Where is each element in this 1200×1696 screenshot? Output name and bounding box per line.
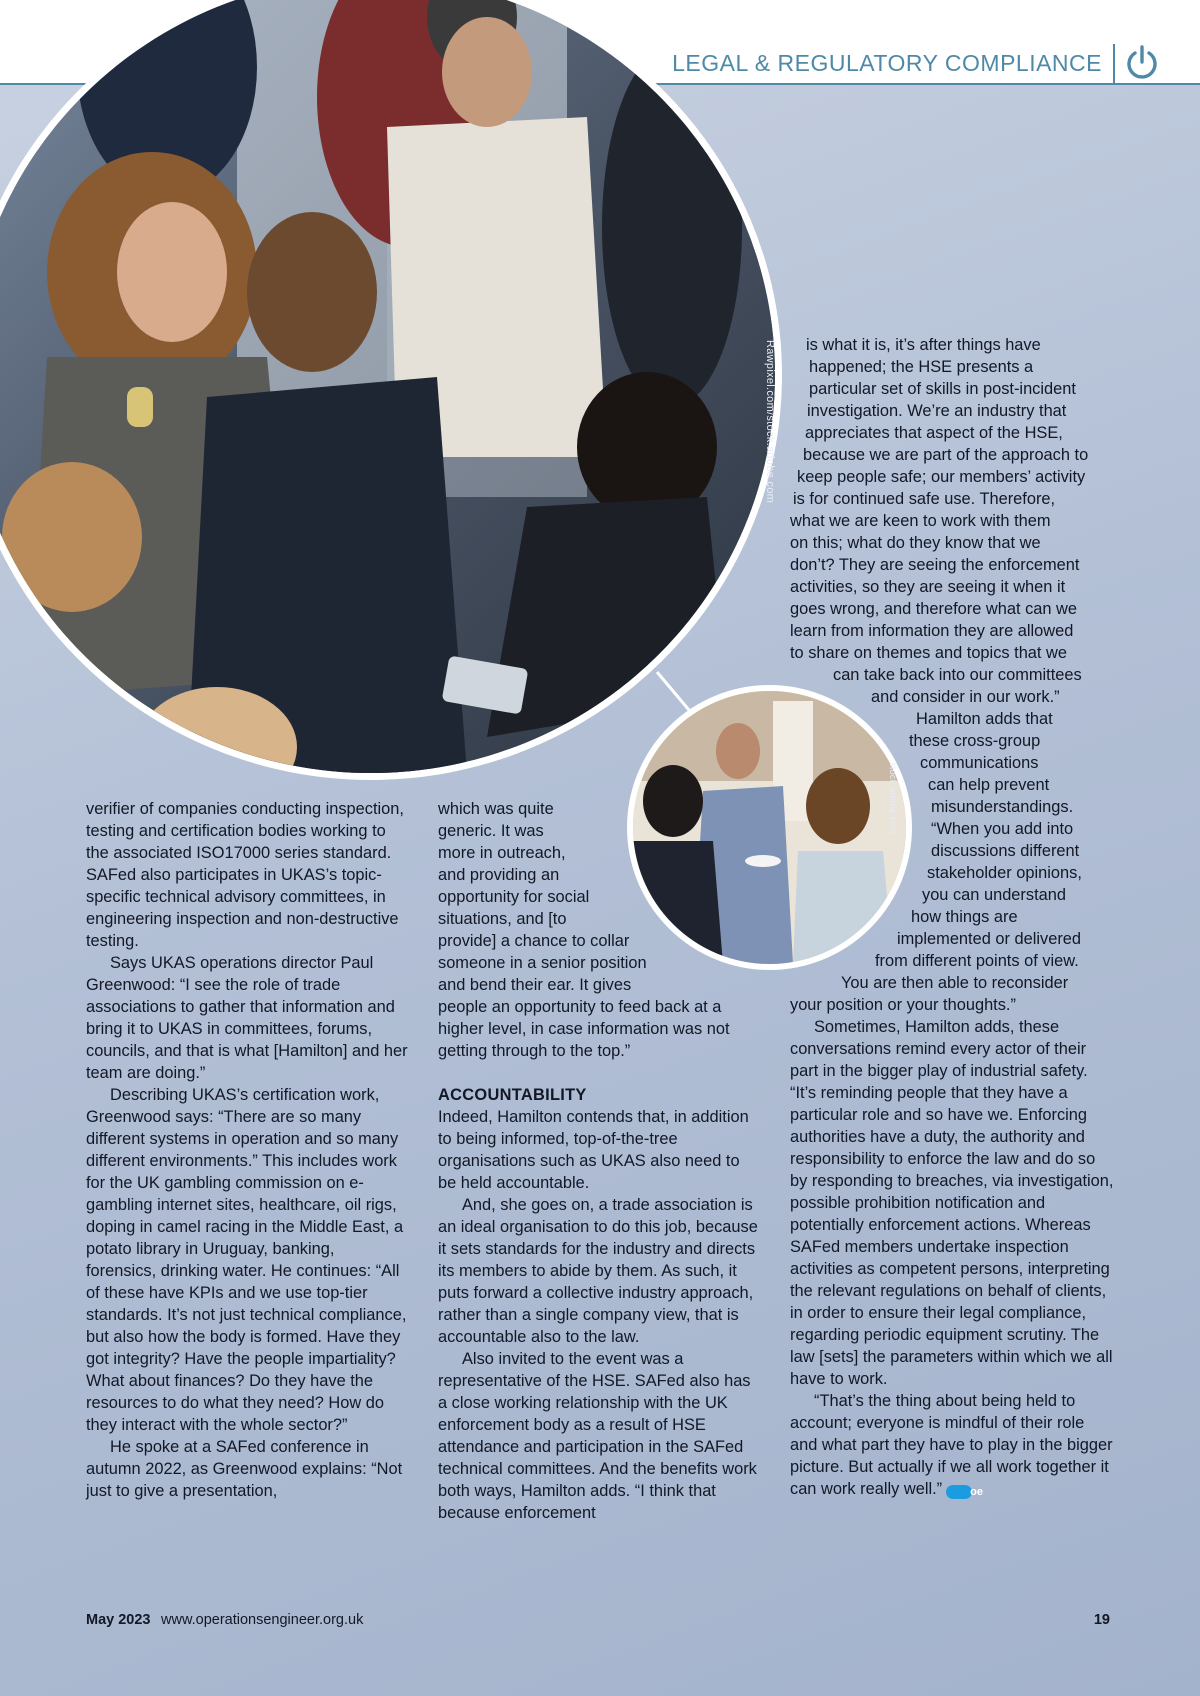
text-line: which was quite [438, 800, 554, 818]
text-line: misunderstandings. [931, 798, 1074, 816]
text-line: you can understand [922, 886, 1066, 904]
paragraph: people an opportunity to feed back at a higher level, in case information was not getting through to the top.” [438, 998, 730, 1060]
text-line: investigation. We’re an industry that [807, 402, 1067, 420]
text-line: on this; what do they know that we [790, 534, 1041, 552]
power-icon [1124, 44, 1160, 80]
text-line: and providing an [438, 866, 560, 884]
text-line: situations, and [to [438, 910, 567, 928]
text-line: discussions different [931, 842, 1080, 860]
text-line: is what it is, it’s after things have [806, 336, 1041, 354]
photo-illustration [0, 0, 775, 773]
paragraph: Describing UKAS’s certification work, Greenwood says: “There are so many different systems in operation and so many different environments.” This includes work for the UK gambling commission on e-gambling internet sites, healthcare, oil rigs, doping in camel racing in the Middle East, a potato library in Uruguay, banking, forensics, drinking water. He continues: “All of these have KPIs and we use top-tier standards. It’s not just technical compliance, but also how the body is formed. Have they got integrity? Have the people impartiality? What about finances? Do they have the resources to do what they need? How do they interact with the whole sector?” [86, 1086, 407, 1434]
text-line: because we are part of the approach to [803, 446, 1089, 464]
paragraph [790, 1390, 1116, 1500]
text-line: particular set of skills in post-incident [809, 380, 1076, 398]
closing-paragraph-text: “That’s the thing about being held to account; everyone is mindful of their role and what part they have to play in the bigger picture. But actually if we all work together it can work really well.” [790, 1392, 1113, 1498]
header-divider [1113, 44, 1115, 84]
text-line: Hamilton adds that [916, 710, 1053, 728]
text-line: from different points of view. [875, 952, 1079, 970]
text-line: appreciates that aspect of the HSE, [805, 424, 1063, 442]
text-line: stakeholder opinions, [927, 864, 1082, 882]
paragraph: Indeed, Hamilton contends that, in addition to being informed, top-of-the-tree organisations such as UKAS also need to be held accountable. [438, 1108, 749, 1192]
text-line: happened; the HSE presents a [809, 358, 1034, 376]
page-number: 19 [1093, 1612, 1110, 1628]
section-heading: ACCOUNTABILITY [438, 1086, 587, 1104]
paragraph: Says UKAS operations director Paul Greenwood: “I see the role of trade associations to gather that information and bring it to UKAS in committees, forums, councils, and that is what [Hamilton] and her team are doing.” [86, 954, 408, 1082]
text-line: is for continued safe use. Therefore, [793, 490, 1056, 508]
text-line: these cross-group [909, 732, 1041, 750]
footer-url[interactable]: www.operationsengineer.org.uk [161, 1612, 364, 1628]
text-line: what we are keen to work with them [790, 512, 1051, 530]
article-column-1 [86, 798, 408, 1502]
text-line: opportunity for social [438, 888, 590, 906]
text-line: your position or your thoughts.” [790, 996, 1016, 1014]
paragraph: Also invited to the event was a representative of the HSE. SAFed also has a close working relationship with the UK enforcement body as a result of HSE attendance and participation in the SAFed technical committees. And the benefits work both ways, Hamilton adds. “I think that because enforcement [438, 1350, 757, 1522]
text-line: implemented or delivered [897, 930, 1082, 948]
text-line: learn from information they are allowed [790, 622, 1074, 640]
photo-credit: Rawpixel.com/stock.adobe.com [764, 340, 776, 504]
text-line: how things are [911, 908, 1018, 926]
paragraph: He spoke at a SAFed conference in autumn 2022, as Greenwood explains: “Not just to give a presentation, [86, 1438, 403, 1500]
text-line: provide] a chance to collar [438, 932, 630, 950]
section-label: LEGAL & REGULATORY COMPLIANCE [672, 50, 1102, 76]
footer-date: May 2023 [86, 1612, 151, 1628]
paragraph: And, she goes on, a trade association is an ideal organisation to do this job, because it sets standards for the industry and directs its members to abide by them. As such, it puts forward a collective industry approach, rather than a single company view, that is accountable also to the law. [438, 1196, 758, 1346]
text-line: goes wrong, and therefore what can we [790, 600, 1078, 618]
text-line: generic. It was [438, 822, 544, 840]
text-line: can take back into our committees [833, 666, 1082, 684]
paragraph: Sometimes, Hamilton adds, these conversations remind every actor of their part in the bigger play of industrial safety. “It’s reminding people that they have a particular role and so have we. Enforcing authorities have a duty, the authority and responsibility to enforce the law and do so by responding to breaches, via investigation, possible prohibition notification and potentially enforcement actions. Whereas SAFed members undertake inspection activities as competent persons, interpreting the relevant regulations on behalf of clients, in order to ensure their legal compliance, regarding periodic equipment scrutiny. The law [sets] the parameters within which we all have to work. [790, 1018, 1114, 1388]
networking-crowd-photo [0, 0, 782, 780]
inset-photo-credit: stock.adobe.com [888, 762, 898, 835]
oe-logo-icon: oe [946, 1485, 972, 1499]
text-line: activities, so they are seeing it when it [790, 578, 1066, 596]
text-line: communications [920, 754, 1039, 772]
text-line: and bend their ear. It gives [438, 976, 632, 994]
text-line: don’t? They are seeing the enforcement [790, 556, 1080, 574]
text-line: and consider in our work.” [871, 688, 1060, 706]
text-line: You are then able to reconsider [841, 974, 1069, 992]
text-line: more in outreach, [438, 844, 566, 862]
text-line: to share on themes and topics that we [790, 644, 1067, 662]
paragraph: verifier of companies conducting inspection, testing and certification bodies working to the associated ISO17000 series standard. SAFed also participates in UKAS’s topic-specific technical advisory committees, in engineering inspection and non-destructive testing. [86, 800, 404, 950]
article-column-3 [790, 334, 1116, 1500]
text-line: keep people safe; our members’ activity [797, 468, 1086, 486]
text-line: someone in a senior position [438, 954, 647, 972]
article-column-2 [438, 798, 760, 1524]
text-line: “When you add into [931, 820, 1074, 838]
text-line: can help prevent [928, 776, 1050, 794]
